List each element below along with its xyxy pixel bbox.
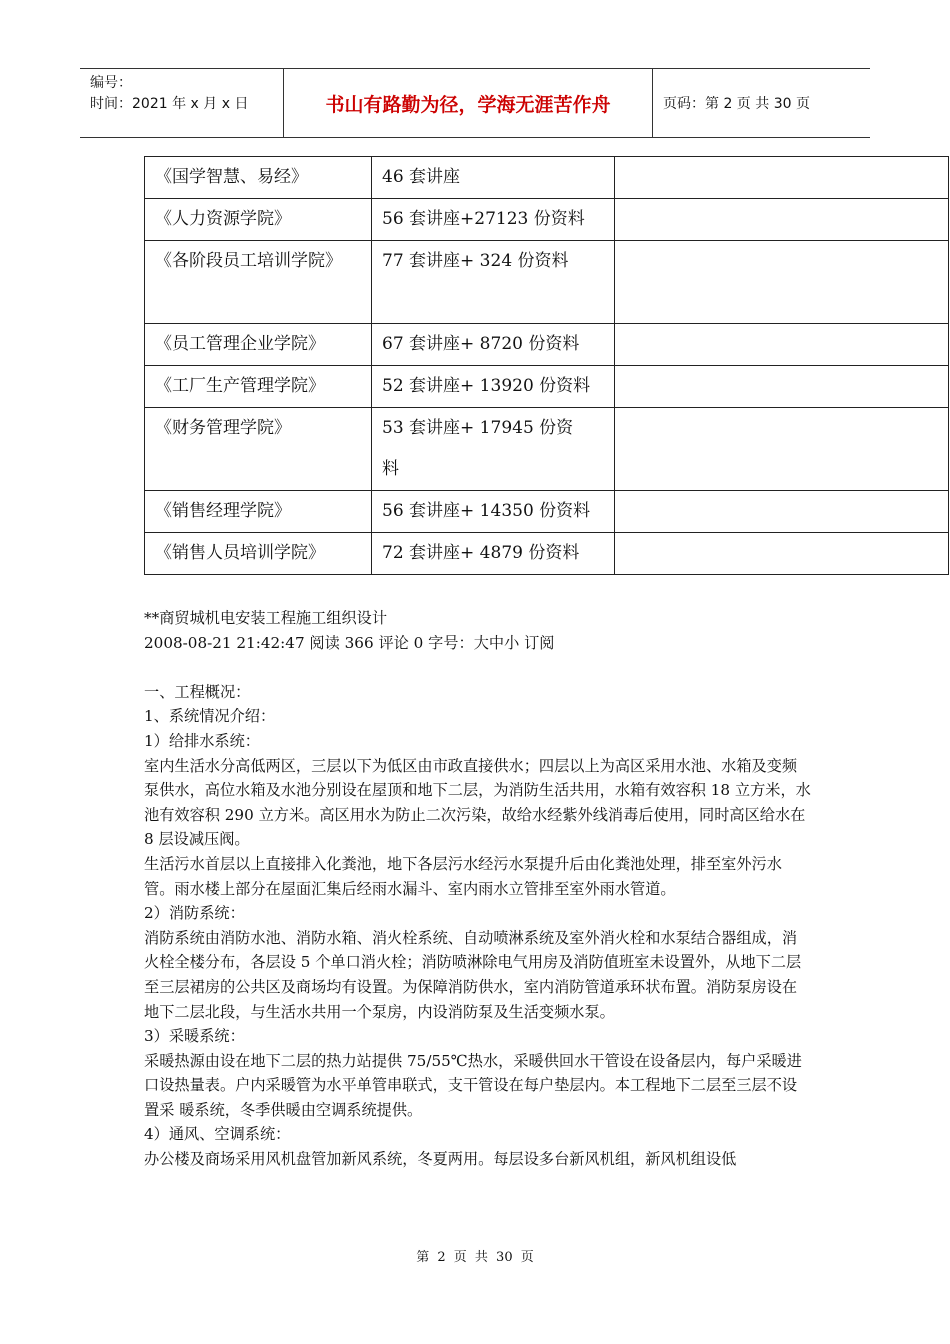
course-extra [615, 199, 949, 241]
document-number-label: 编号： [90, 75, 132, 91]
course-content: 72 套讲座+ 4879 份资料 [372, 533, 615, 575]
page-footer: 第 2 页 共 30 页 [416, 1250, 534, 1265]
paragraph: 生活污水首层以上直接排入化粪池，地下各层污水经污水泵提升后由化粪池处理，排至室外污水管。雨水楼上部分在屋面汇集后经雨水漏斗、室内雨水立管排至室外雨水管道。 [144, 854, 782, 898]
course-content: 46 套讲座 [372, 157, 615, 199]
subsection-heading: 3）采暖系统： [144, 1027, 245, 1046]
course-content: 67 套讲座+ 8720 份资料 [372, 324, 615, 366]
course-name: 《各阶段员工培训学院》 [145, 241, 372, 324]
paragraph: 消防系统由消防水池、消防水箱、消火栓系统、自动喷淋系统及室外消火栓和水泵结合器组成，消火栓全楼分布，各层设 5 个单口消火栓；消防喷淋除电气用房及消防值班室未设置外，从地下二层至三层裙房的公共区及商场均有设置。为保障消防供水，室内消防管道承环状布置。消防泵房设在地下二层北段，与生活水共用一个泵房，内设消防泵及生活变频水泵。 [144, 928, 802, 1021]
course-name: 《财务管理学院》 [145, 408, 372, 491]
course-name: 《工厂生产管理学院》 [145, 366, 372, 408]
course-extra [615, 157, 949, 199]
section-heading: 一、工程概况： [144, 682, 251, 701]
article-body [144, 606, 812, 1172]
article-title: **商贸城机电安装工程施工组织设计 [144, 609, 387, 627]
course-extra [615, 491, 949, 533]
page-header [80, 68, 870, 138]
subsection-heading: 1、系统情况介绍： [144, 707, 276, 726]
article-meta: 2008-08-21 21:42:47 阅读 366 评论 0 字号：大中小 订阅 [144, 633, 555, 652]
course-extra [615, 366, 949, 408]
header-page-info: 页码：第 2 页 共 30 页 [663, 96, 810, 112]
paragraph: 办公楼及商场采用风机盘管加新风系统，冬夏两用。每层设多台新风机组，新风机组设低 [144, 1150, 737, 1169]
subsection-heading: 2）消防系统： [144, 904, 245, 923]
header-motto: 书山有路勤为径，学海无涯苦作舟 [283, 69, 653, 137]
course-table [144, 156, 949, 575]
course-name: 《员工管理企业学院》 [145, 324, 372, 366]
table-row [145, 157, 949, 199]
subsection-heading: 1）给排水系统： [144, 731, 260, 750]
header-meta [80, 69, 283, 137]
table-row [145, 533, 949, 575]
course-content: 53 套讲座+ 17945 份资料 [372, 408, 615, 491]
course-name: 《国学智慧、易经》 [145, 157, 372, 199]
course-content: 77 套讲座+ 324 份资料 [372, 241, 615, 324]
table-row [145, 241, 949, 324]
course-name: 《销售人员培训学院》 [145, 533, 372, 575]
paragraph: 采暖热源由设在地下二层的热力站提供 75/55℃热水，采暖供回水干管设在设备层内，每户采暖进口设热量表。户内采暖管为水平单管串联式，支干管设在每户垫层内。本工程地下二层至三层不设置采 暖系统，冬季供暖由空调系统提供。 [144, 1051, 802, 1119]
course-content: 56 套讲座+27123 份资料 [372, 199, 615, 241]
table-row [145, 199, 949, 241]
subsection-heading: 4）通风、空调系统： [144, 1125, 291, 1144]
course-content: 56 套讲座+ 14350 份资料 [372, 491, 615, 533]
course-name: 《销售经理学院》 [145, 491, 372, 533]
table-row [145, 366, 949, 408]
course-extra [615, 241, 949, 324]
course-extra [615, 324, 949, 366]
table-row [145, 408, 949, 491]
course-extra [615, 408, 949, 491]
blank-line [144, 655, 812, 680]
paragraph: 室内生活水分高低两区，三层以下为低区由市政直接供水；四层以上为高区采用水池、水箱及变频泵供水，高位水箱及水池分别设在屋顶和地下二层，为消防生活共用，水箱有效容积 18 立方米，水池有效容积 290 立方米。高区用水为防止二次污染，故给水经紫外线消毒后使用，同时高区给水在 8 层设减压阀。 [144, 756, 811, 849]
table-row [145, 324, 949, 366]
document-date: 时间：2021 年 x 月 x 日 [90, 96, 249, 112]
table-row [145, 491, 949, 533]
course-content: 52 套讲座+ 13920 份资料 [372, 366, 615, 408]
course-name: 《人力资源学院》 [145, 199, 372, 241]
course-extra [615, 533, 949, 575]
